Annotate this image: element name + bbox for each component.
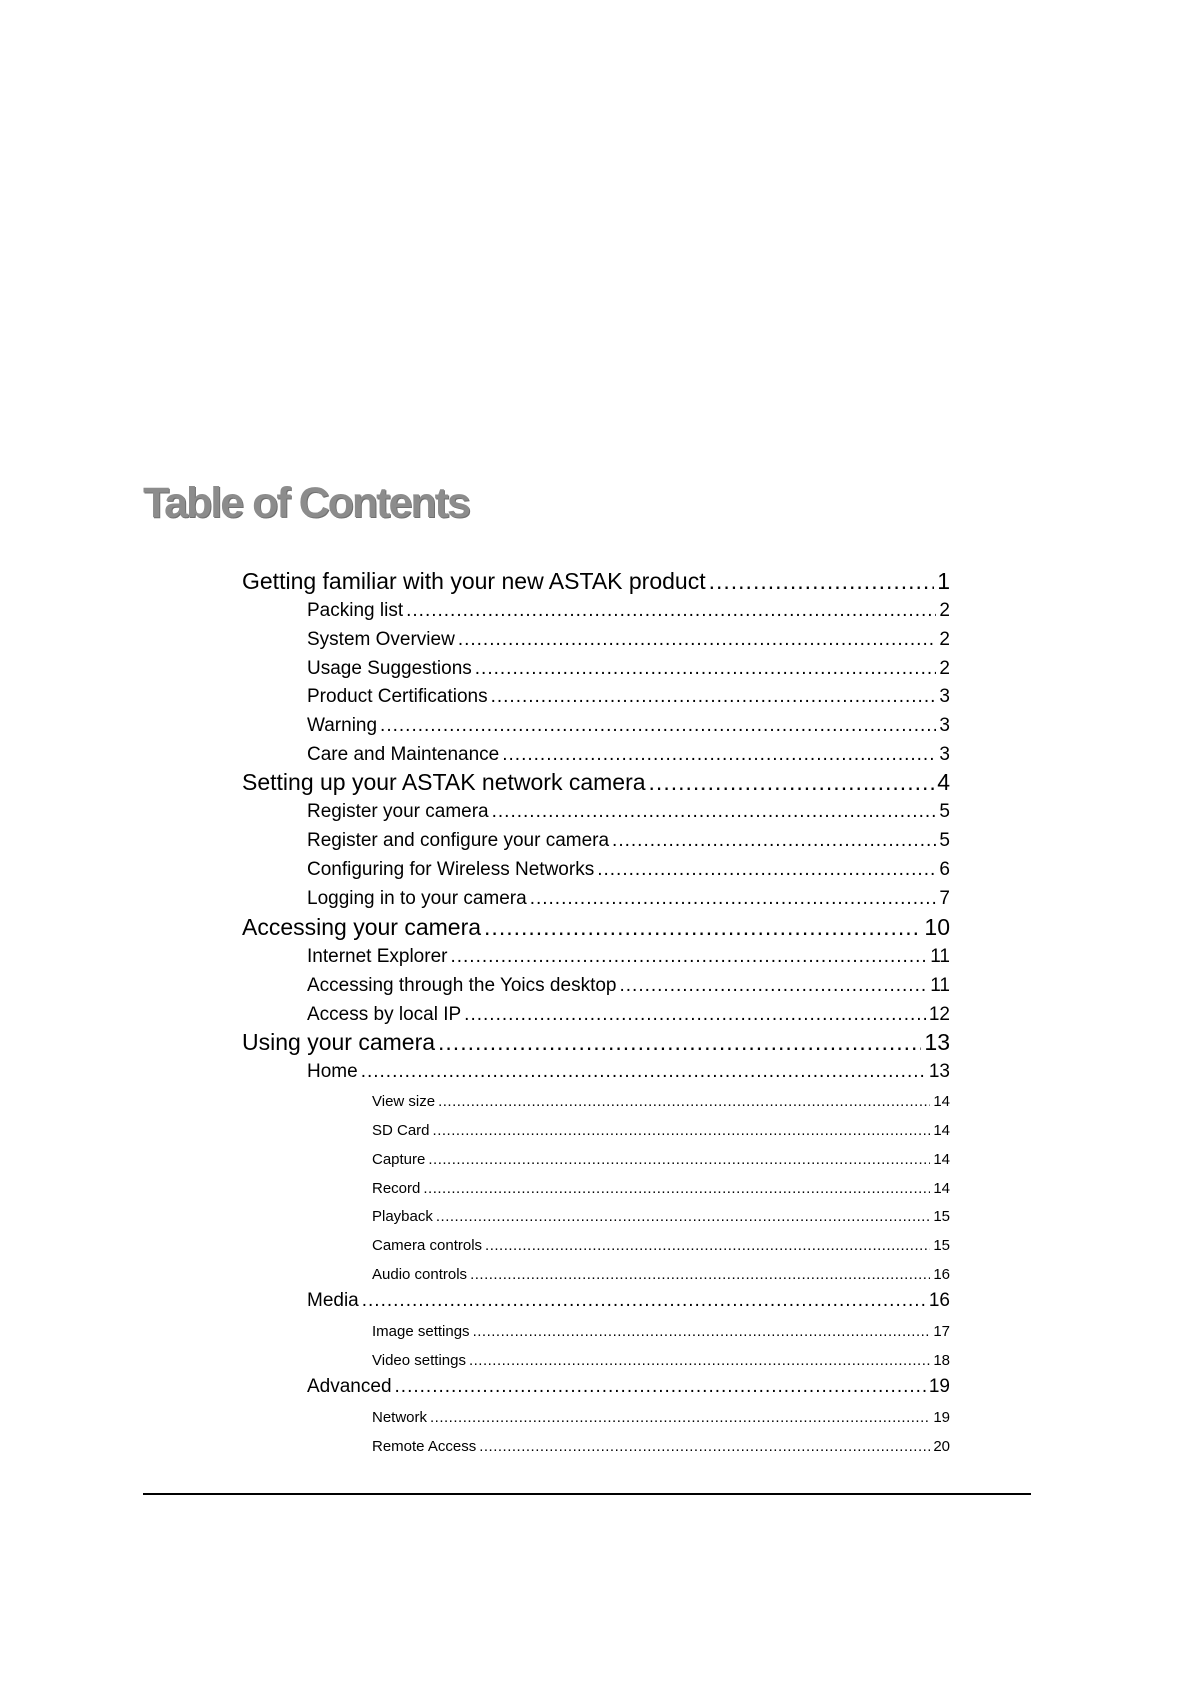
toc-entry-page: 1 [937, 568, 950, 594]
toc-entry-label: Network [372, 1409, 428, 1426]
toc-entry-page: 11 [930, 975, 950, 996]
toc-entry-label: Access by local IP [307, 1004, 462, 1025]
toc-entry[interactable] [307, 630, 950, 649]
toc-entry[interactable] [307, 1005, 950, 1024]
toc-entry-label: Setting up your ASTAK network camera [242, 769, 646, 795]
toc-entry-page: 17 [933, 1323, 950, 1340]
toc-entry[interactable] [372, 1267, 950, 1282]
toc-entry-page: 14 [933, 1093, 950, 1110]
toc-entry[interactable] [372, 1238, 950, 1253]
toc-entry-page: 5 [939, 830, 950, 851]
toc-entry-page: 10 [924, 914, 950, 940]
toc-entry-label: System Overview [307, 629, 455, 650]
toc-entry[interactable] [372, 1123, 950, 1138]
toc-entry[interactable] [242, 916, 950, 939]
dot-leader [530, 889, 937, 908]
toc-entry-page: 13 [924, 1029, 950, 1055]
toc-entry-page: 19 [933, 1409, 950, 1426]
toc-entry-page: 19 [928, 1376, 950, 1397]
dot-leader [433, 1123, 931, 1138]
toc-entry[interactable] [307, 947, 950, 966]
toc-entry[interactable] [242, 1031, 950, 1054]
toc-entry-page: 2 [939, 658, 950, 679]
dot-leader [470, 1267, 930, 1282]
toc-entry-label: Remote Access [372, 1438, 477, 1455]
toc-entry-page: 18 [933, 1352, 950, 1369]
toc-entry[interactable] [372, 1209, 950, 1224]
toc-entry-page: 3 [939, 744, 950, 765]
toc-entry[interactable] [372, 1181, 950, 1196]
toc-entry-label: SD Card [372, 1122, 430, 1139]
toc-entry[interactable] [307, 860, 950, 879]
toc-entry-label: Warning [307, 715, 378, 736]
toc-entry-label: Home [307, 1061, 358, 1082]
toc-entry-page: 14 [933, 1180, 950, 1197]
toc-entry-page: 7 [939, 888, 950, 909]
dot-leader [450, 947, 927, 966]
dot-leader [491, 687, 937, 706]
footer-rule [143, 1493, 1031, 1495]
dot-leader [395, 1377, 926, 1396]
dot-leader [485, 1238, 930, 1253]
dot-leader [473, 1324, 931, 1339]
toc-entry-label: Register your camera [307, 801, 489, 822]
dot-leader [406, 601, 936, 620]
dot-leader [612, 831, 936, 850]
toc-entry-label: Accessing your camera [242, 914, 482, 940]
toc-entry[interactable] [242, 771, 950, 794]
dot-leader [362, 1291, 926, 1310]
dot-leader [438, 1031, 921, 1054]
toc-entry[interactable] [307, 1377, 950, 1396]
dot-leader [430, 1410, 930, 1425]
toc-entry-page: 3 [939, 715, 950, 736]
toc-entry-page: 6 [939, 859, 950, 880]
toc-entry-label: Video settings [372, 1352, 466, 1369]
toc-entry-page: 14 [933, 1151, 950, 1168]
toc-entry-label: Image settings [372, 1323, 470, 1340]
toc-entry-label: Internet Explorer [307, 946, 448, 967]
toc-entry-page: 16 [933, 1266, 950, 1283]
toc-entry[interactable] [372, 1410, 950, 1425]
dot-leader [619, 976, 927, 995]
dot-leader [649, 771, 935, 794]
dot-leader [502, 745, 936, 764]
toc-entry[interactable] [307, 716, 950, 735]
toc-entry-label: Getting familiar with your new ASTAK product [242, 568, 706, 594]
dot-leader [458, 630, 937, 649]
toc-entry-page: 13 [928, 1061, 950, 1082]
dot-leader [479, 1439, 930, 1454]
toc-entry-label: Accessing through the Yoics desktop [307, 975, 617, 996]
toc-entry-label: Product Certifications [307, 686, 488, 707]
toc-entry-label: Advanced [307, 1376, 392, 1397]
toc-entry-label: Care and Maintenance [307, 744, 500, 765]
toc-entry[interactable] [307, 1291, 950, 1310]
toc-entry-label: View size [372, 1093, 436, 1110]
dot-leader [361, 1062, 926, 1081]
toc-entry-page: 2 [939, 600, 950, 621]
toc-entry-label: Configuring for Wireless Networks [307, 859, 595, 880]
toc-entry[interactable] [372, 1353, 950, 1368]
toc-entry-label: Record [372, 1180, 421, 1197]
toc-entry-page: 16 [928, 1290, 950, 1311]
toc-entry-page: 15 [933, 1237, 950, 1254]
toc-entry-page: 14 [933, 1122, 950, 1139]
dot-leader [438, 1094, 930, 1109]
toc-entry[interactable] [307, 889, 950, 908]
toc-entry[interactable] [307, 976, 950, 995]
toc-entry[interactable] [372, 1094, 950, 1109]
toc-entry[interactable] [307, 1062, 950, 1081]
dot-leader [380, 716, 936, 735]
toc-entry-label: Camera controls [372, 1237, 483, 1254]
toc-entry-page: 2 [939, 629, 950, 650]
toc-entry-label: Playback [372, 1208, 433, 1225]
toc-entry-page: 3 [939, 686, 950, 707]
dot-leader [428, 1152, 930, 1167]
toc-entry[interactable] [372, 1152, 950, 1167]
toc-entry-page: 12 [928, 1004, 950, 1025]
toc-entry-label: Media [307, 1290, 359, 1311]
dot-leader [597, 860, 936, 879]
toc-entry[interactable] [242, 570, 950, 593]
toc-entry-label: Capture [372, 1151, 426, 1168]
dot-leader [469, 1353, 930, 1368]
toc-entry-page: 11 [930, 946, 950, 967]
toc-entry-label: Logging in to your camera [307, 888, 527, 909]
toc-entry[interactable] [372, 1324, 950, 1339]
toc-entry[interactable] [307, 601, 950, 620]
toc-entry-page: 20 [933, 1438, 950, 1455]
page-title: Table of Contents [143, 479, 469, 527]
toc-entry[interactable] [307, 745, 950, 764]
toc-entry-label: Audio controls [372, 1266, 468, 1283]
dot-leader [436, 1209, 930, 1224]
toc-entry-page: 5 [939, 801, 950, 822]
toc-entry-label: Using your camera [242, 1029, 436, 1055]
dot-leader [484, 916, 921, 939]
toc-entry-label: Usage Suggestions [307, 658, 472, 679]
toc-entry[interactable] [307, 687, 950, 706]
toc-entry[interactable] [307, 659, 950, 678]
toc-entry[interactable] [307, 802, 950, 821]
dot-leader [475, 659, 937, 678]
dot-leader [709, 570, 935, 593]
dot-leader [464, 1005, 926, 1024]
toc-entry-page: 15 [933, 1208, 950, 1225]
toc-entry-page: 4 [937, 769, 950, 795]
toc-entry[interactable] [372, 1439, 950, 1454]
dot-leader [492, 802, 937, 821]
toc-entry[interactable] [307, 831, 950, 850]
toc-entry-label: Packing list [307, 600, 404, 621]
toc-entry-label: Register and configure your camera [307, 830, 610, 851]
dot-leader [423, 1181, 930, 1196]
